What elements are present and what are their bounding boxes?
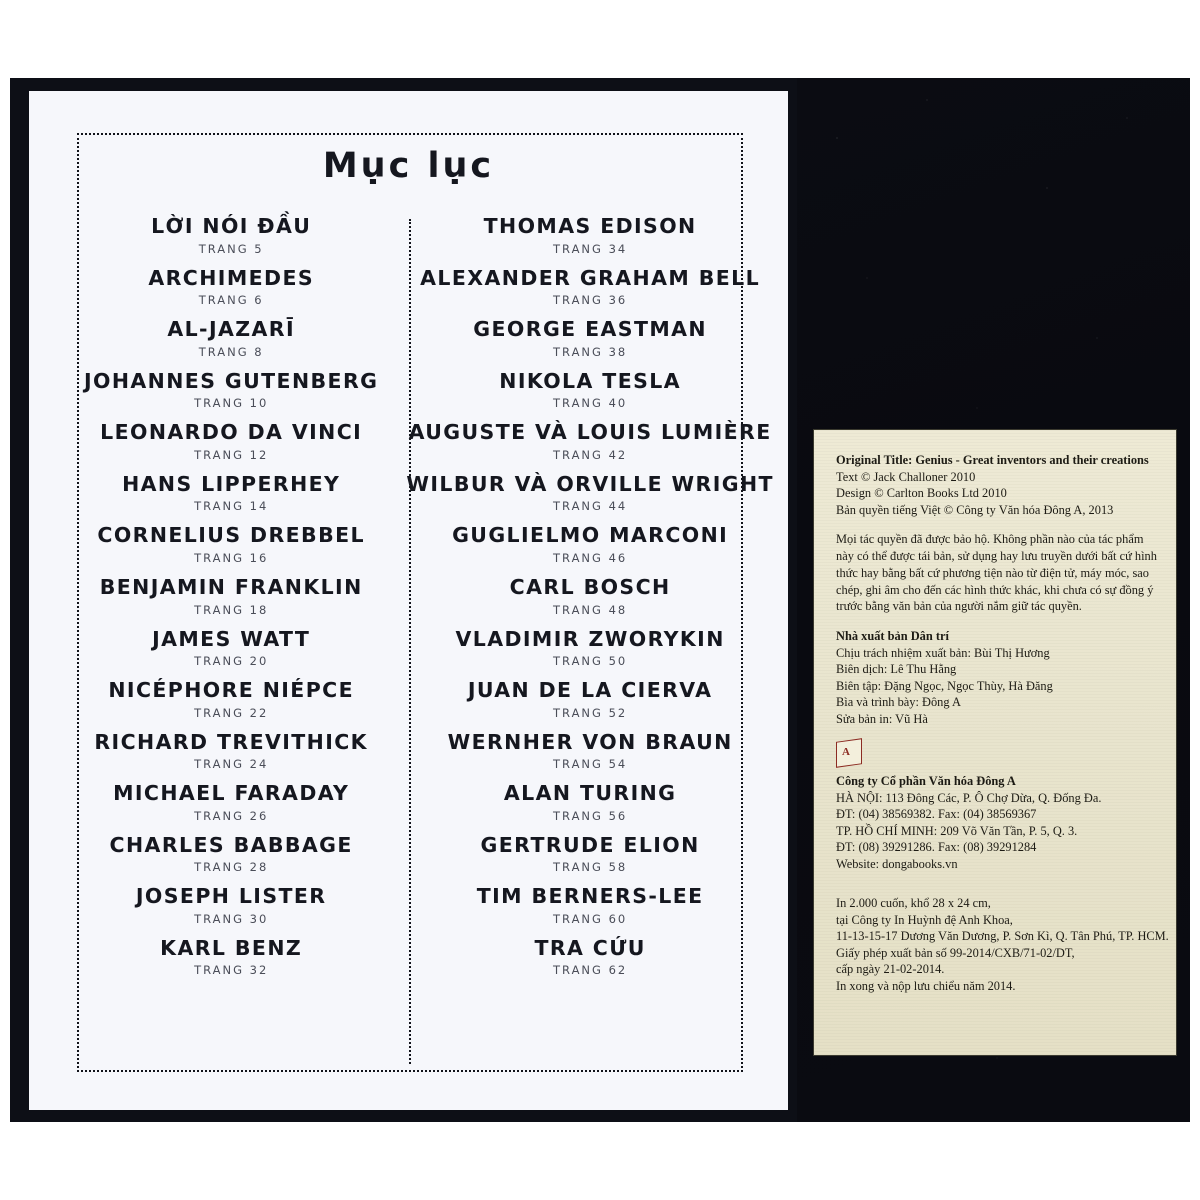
hanoi-address-line: HÀ NỘI: 113 Đông Các, P. Ô Chợ Dừa, Q. Đống Đa. xyxy=(836,790,1102,805)
toc-entry-name: BENJAMIN FRANKLIN xyxy=(99,574,363,599)
toc-entry[interactable] xyxy=(84,834,378,875)
toc-entry-page: TRANG 14 xyxy=(194,499,269,514)
toc-page-surface xyxy=(29,91,788,1110)
toc-entry[interactable] xyxy=(84,885,378,926)
publisher-heading: Nhà xuất bản Dân trí xyxy=(836,629,949,644)
toc-entry[interactable] xyxy=(406,679,774,720)
toc-entry-name: CORNELIUS DREBBEL xyxy=(97,523,365,548)
hcmc-address-line: TP. HỒ CHÍ MINH: 209 Võ Văn Tần, P. 5, Q. 3. xyxy=(836,823,1078,838)
table-of-contents-page xyxy=(10,78,797,1122)
toc-entry-name: CARL BOSCH xyxy=(509,574,671,599)
toc-entry-page: TRANG 20 xyxy=(194,654,269,669)
toc-entry[interactable] xyxy=(84,215,378,256)
toc-entry-name: ARCHIMEDES xyxy=(148,265,315,290)
toc-entry-page: TRANG 38 xyxy=(553,344,628,359)
toc-entry-name: CHARLES BABBAGE xyxy=(109,832,353,857)
toc-entry-name: KARL BENZ xyxy=(160,935,303,960)
toc-entry[interactable] xyxy=(84,267,378,308)
rights-paragraph-block xyxy=(836,531,1158,615)
toc-entry-name: JUAN DE LA CIERVA xyxy=(467,678,713,703)
toc-entry[interactable] xyxy=(84,731,378,772)
toc-entry[interactable] xyxy=(84,576,378,617)
toc-entry-name: TRA CỨU xyxy=(534,935,646,960)
toc-entry-page: TRANG 8 xyxy=(198,344,264,359)
credits-block xyxy=(836,452,1158,518)
toc-entry[interactable] xyxy=(84,473,378,514)
toc-entry-name: NIKOLA TESLA xyxy=(499,368,681,393)
toc-entry-name: AL-JAZARĪ xyxy=(167,317,296,342)
toc-entry-page: TRANG 60 xyxy=(553,911,628,926)
license-line: Giấy phép xuất bản số 99-2014/CXB/71-02/DT, xyxy=(836,945,1075,960)
toc-entry-name: JOSEPH LISTER xyxy=(135,884,327,909)
toc-entry-page: TRANG 18 xyxy=(194,602,269,617)
toc-entry-page: TRANG 30 xyxy=(194,911,269,926)
toc-entry[interactable] xyxy=(406,421,774,462)
toc-entry-name: GERTRUDE ELION xyxy=(480,832,700,857)
toc-entry[interactable] xyxy=(406,267,774,308)
toc-entry-name: JOHANNES GUTENBERG xyxy=(84,368,379,393)
printer-address-line: 11-13-15-17 Dương Văn Dương, P. Sơn Kì, Q. Tân Phú, TP. HCM. xyxy=(836,929,1169,944)
cover-design-line: Bìa và trình bày: Đông A xyxy=(836,695,961,710)
rights-paragraph: Mọi tác quyền đã được bảo hộ. Không phần nào của tác phẩm này có thể được tái bản, sử dụng hay lưu truyền dưới bất cứ hình thức hay bằng bất cứ phương tiện nào từ điện tử, máy móc, sao chép, ghi âm cho đến các hình thức khác, khi chưa có sự đồng ý trước bằng văn bản của người nắm giữ tác quyền. xyxy=(836,532,1157,614)
toc-entry[interactable] xyxy=(406,885,774,926)
toc-entry-name: TIM BERNERS-LEE xyxy=(476,884,704,909)
website-line[interactable]: Website: dongabooks.vn xyxy=(836,856,958,871)
toc-entry-name: GUGLIELMO MARCONI xyxy=(452,523,729,548)
toc-entry[interactable] xyxy=(406,782,774,823)
toc-entry[interactable] xyxy=(84,421,378,462)
printer-line: tại Công ty In Huỳnh đệ Anh Khoa, xyxy=(836,912,1013,927)
toc-entry[interactable] xyxy=(406,215,774,256)
back-cover-panel xyxy=(797,78,1190,1122)
toc-entry[interactable] xyxy=(84,679,378,720)
toc-entry-name: RICHARD TREVITHICK xyxy=(94,729,368,754)
toc-entry-page: TRANG 46 xyxy=(553,550,628,565)
toc-entry-name: MICHAEL FARADAY xyxy=(113,781,350,806)
toc-entry[interactable] xyxy=(84,318,378,359)
toc-entry-page: TRANG 36 xyxy=(553,293,628,308)
page-title: Mục lục xyxy=(322,146,495,186)
toc-entry[interactable] xyxy=(406,370,774,411)
company-block xyxy=(836,773,1158,872)
toc-column-left xyxy=(84,211,392,1064)
proofreader-line: Sửa bản in: Vũ Hà xyxy=(836,711,928,726)
toc-entry[interactable] xyxy=(84,628,378,669)
deposit-line: In xong và nộp lưu chiểu năm 2014. xyxy=(836,978,1016,993)
toc-entry-name: VLADIMIR ZWORYKIN xyxy=(455,626,725,651)
toc-entry-page: TRANG 40 xyxy=(553,396,628,411)
toc-entry-page: TRANG 28 xyxy=(194,860,269,875)
toc-entry-name: JAMES WATT xyxy=(152,626,311,651)
toc-entry-name: WILBUR VÀ ORVILLE WRIGHT xyxy=(406,471,774,496)
toc-entry[interactable] xyxy=(84,524,378,565)
toc-entry-page: TRANG 32 xyxy=(194,963,269,978)
toc-entry[interactable] xyxy=(406,731,774,772)
toc-entry-name: WERNHER VON BRAUN xyxy=(447,729,733,754)
design-credit-line: Design © Carlton Books Ltd 2010 xyxy=(836,486,1007,500)
toc-entry[interactable] xyxy=(406,937,774,978)
toc-entry[interactable] xyxy=(84,937,378,978)
publisher-responsible-line: Chịu trách nhiệm xuất bản: Bùi Thị Hương xyxy=(836,645,1050,660)
toc-columns xyxy=(84,211,774,1064)
toc-entry-name: ALEXANDER GRAHAM BELL xyxy=(420,265,761,290)
hanoi-phone-line: ĐT: (04) 38569382. Fax: (04) 38569367 xyxy=(836,807,1037,822)
toc-entry-page: TRANG 5 xyxy=(198,241,264,256)
original-title-line: Original Title: Genius - Great inventors and their creations xyxy=(836,453,1149,467)
toc-entry[interactable] xyxy=(84,782,378,823)
toc-entry-name: THOMAS EDISON xyxy=(483,214,697,238)
license-date-line: cấp ngày 21-02-2014. xyxy=(836,962,945,977)
toc-entry-page: TRANG 50 xyxy=(553,654,628,669)
toc-entry-page: TRANG 6 xyxy=(198,293,264,308)
toc-entry-name: AUGUSTE VÀ LOUIS LUMIÈRE xyxy=(408,420,772,445)
publisher-block xyxy=(836,628,1158,727)
toc-entry-page: TRANG 54 xyxy=(553,757,628,772)
editors-line: Biên tập: Đặng Ngọc, Ngọc Thùy, Hà Đăng xyxy=(836,678,1053,693)
toc-entry-page: TRANG 48 xyxy=(553,602,628,617)
toc-entry-page: TRANG 22 xyxy=(194,705,269,720)
logo-letter: A xyxy=(842,746,850,759)
toc-entry-page: TRANG 56 xyxy=(553,808,628,823)
vietnamese-rights-line: Bản quyền tiếng Việt © Công ty Văn hóa Đông A, 2013 xyxy=(836,502,1114,517)
toc-entry-page: TRANG 34 xyxy=(553,241,628,256)
toc-entry[interactable] xyxy=(84,370,378,411)
toc-entry-page: TRANG 10 xyxy=(194,396,269,411)
toc-entry-page: TRANG 44 xyxy=(553,499,628,514)
translator-line: Biên dịch: Lê Thu Hằng xyxy=(836,662,957,677)
toc-entry-name: LEONARDO DA VINCI xyxy=(100,420,363,445)
toc-entry-name: LỜI NÓI ĐẦU xyxy=(151,214,312,238)
dong-a-cube-logo-icon xyxy=(836,740,862,766)
toc-entry-name: ALAN TURING xyxy=(503,781,677,806)
toc-entry-page: TRANG 42 xyxy=(553,447,628,462)
text-credit-line: Text © Jack Challoner 2010 xyxy=(836,469,976,484)
toc-entry-page: TRANG 12 xyxy=(194,447,269,462)
toc-entry-page: TRANG 26 xyxy=(194,808,269,823)
toc-entry[interactable] xyxy=(406,524,774,565)
toc-column-right xyxy=(392,211,774,1064)
spacer xyxy=(836,885,1158,895)
print-run-line: In 2.000 cuốn, khổ 28 x 24 cm, xyxy=(836,896,991,911)
toc-entry[interactable] xyxy=(406,628,774,669)
toc-entry[interactable] xyxy=(406,576,774,617)
toc-entry[interactable] xyxy=(406,473,774,514)
company-heading: Công ty Cổ phần Văn hóa Đông A xyxy=(836,774,1016,789)
toc-entry-name: GEORGE EASTMAN xyxy=(473,317,707,342)
toc-entry-name: HANS LIPPERHEY xyxy=(122,471,341,496)
toc-entry-page: TRANG 52 xyxy=(553,705,628,720)
toc-entry-page: TRANG 58 xyxy=(553,860,628,875)
print-info-block xyxy=(836,895,1169,994)
colophon-card xyxy=(814,430,1176,1055)
toc-entry-name: NICÉPHORE NIÉPCE xyxy=(108,678,354,703)
toc-entry-page: TRANG 24 xyxy=(194,757,269,772)
toc-entry[interactable] xyxy=(406,834,774,875)
toc-entry-page: TRANG 62 xyxy=(553,963,628,978)
toc-entry[interactable] xyxy=(406,318,774,359)
hcmc-phone-line: ĐT: (08) 39291286. Fax: (08) 39291284 xyxy=(836,840,1037,855)
toc-entry-page: TRANG 16 xyxy=(194,550,269,565)
